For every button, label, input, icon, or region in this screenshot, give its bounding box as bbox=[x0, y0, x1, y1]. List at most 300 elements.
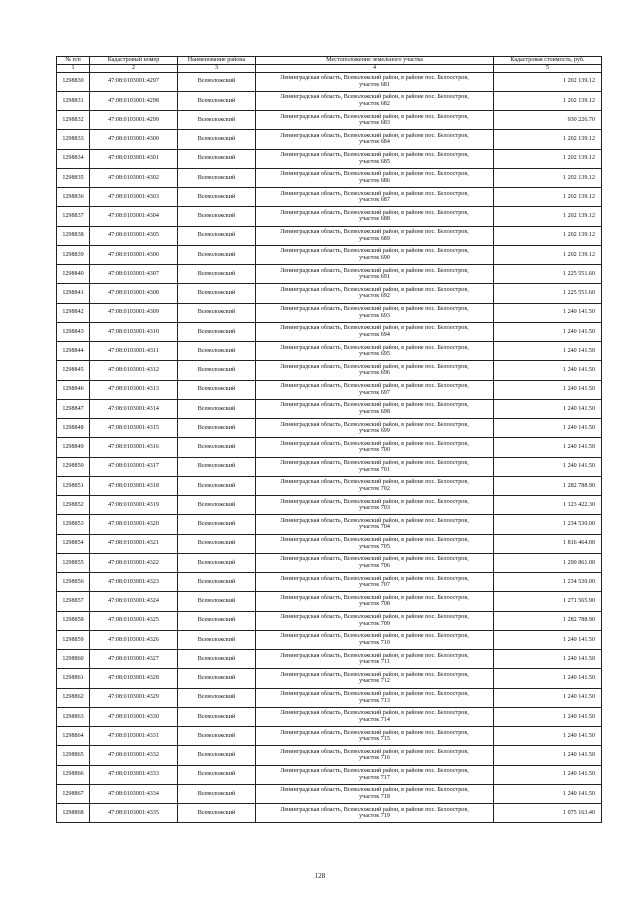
district-name: Всеволожский bbox=[178, 245, 256, 264]
location-text: Ленинградская область, Всеволожский район, в районе пос. Белоостров, bbox=[280, 729, 469, 736]
location-cell bbox=[256, 130, 494, 149]
row-number: 1298840 bbox=[57, 265, 90, 284]
header-district: Наименование района bbox=[178, 57, 256, 65]
location-cell bbox=[256, 534, 494, 553]
table-row bbox=[57, 630, 602, 649]
location-text: Ленинградская область, Всеволожский район, в районе пос. Белоостров, bbox=[280, 710, 469, 717]
cadastral-value: 1 234 530.00 bbox=[494, 515, 602, 534]
plot-label: участок 714 bbox=[359, 716, 390, 723]
location-cell bbox=[256, 111, 494, 130]
row-number: 1298861 bbox=[57, 669, 90, 688]
plot-label: участок 709 bbox=[359, 620, 390, 627]
column-number: 5 bbox=[494, 65, 602, 73]
table-row bbox=[57, 399, 602, 418]
row-number: 1298859 bbox=[57, 630, 90, 649]
cadastral-value: 1 271 565.90 bbox=[494, 592, 602, 611]
location-text: Ленинградская область, Всеволожский район, в районе пос. Белоостров, bbox=[280, 75, 469, 82]
table-row bbox=[57, 265, 602, 284]
location-text: Ленинградская область, Всеволожский район, в районе пос. Белоостров, bbox=[280, 209, 469, 216]
row-number: 1298853 bbox=[57, 515, 90, 534]
plot-label: участок 681 bbox=[359, 81, 390, 88]
cadastral-value: 1 225 551.60 bbox=[494, 284, 602, 303]
plot-label: участок 713 bbox=[359, 697, 390, 704]
table-row bbox=[57, 72, 602, 91]
plot-label: участок 700 bbox=[359, 447, 390, 454]
location-text: Ленинградская область, Всеволожский район, в районе пос. Белоостров, bbox=[280, 440, 469, 447]
table-body bbox=[57, 72, 602, 823]
cadastral-value: 1 123 422.30 bbox=[494, 496, 602, 515]
cadastral-number: 47:08:0103001:4314 bbox=[90, 399, 178, 418]
cadastral-number: 47:08:0103001:4307 bbox=[90, 265, 178, 284]
table-row bbox=[57, 476, 602, 495]
district-name: Всеволожский bbox=[178, 419, 256, 438]
row-number: 1298835 bbox=[57, 168, 90, 187]
district-name: Всеволожский bbox=[178, 592, 256, 611]
location-text: Ленинградская область, Всеволожский район, в районе пос. Белоостров, bbox=[280, 806, 469, 813]
table-row bbox=[57, 130, 602, 149]
plot-label: участок 710 bbox=[359, 639, 390, 646]
district-name: Всеволожский bbox=[178, 322, 256, 341]
row-number: 1298868 bbox=[57, 804, 90, 823]
row-number: 1298842 bbox=[57, 303, 90, 322]
plot-label: участок 689 bbox=[359, 235, 390, 242]
location-text: Ленинградская область, Всеволожский район, в районе пос. Белоостров, bbox=[280, 748, 469, 755]
cadastral-number: 47:08:0103001:4306 bbox=[90, 245, 178, 264]
location-text: Ленинградская область, Всеволожский район, в районе пос. Белоостров, bbox=[280, 383, 469, 390]
plot-label: участок 716 bbox=[359, 755, 390, 762]
location-text: Ленинградская область, Всеволожский район, в районе пос. Белоостров, bbox=[280, 614, 469, 621]
cadastral-value: 1 202 139.12 bbox=[494, 91, 602, 110]
plot-label: участок 688 bbox=[359, 216, 390, 223]
plot-label: участок 683 bbox=[359, 120, 390, 127]
row-number: 1298830 bbox=[57, 72, 90, 91]
cadastral-number: 47:08:0103001:4321 bbox=[90, 534, 178, 553]
table-row bbox=[57, 457, 602, 476]
table-row bbox=[57, 188, 602, 207]
location-text: Ленинградская область, Всеволожский район, в районе пос. Белоостров, bbox=[280, 306, 469, 313]
cadastral-number: 47:08:0103001:4302 bbox=[90, 168, 178, 187]
location-text: Ленинградская область, Всеволожский район, в районе пос. Белоостров, bbox=[280, 363, 469, 370]
plot-label: участок 701 bbox=[359, 466, 390, 473]
row-number: 1298851 bbox=[57, 476, 90, 495]
location-cell bbox=[256, 91, 494, 110]
location-cell bbox=[256, 188, 494, 207]
cadastral-value: 1 240 141.50 bbox=[494, 342, 602, 361]
location-cell bbox=[256, 380, 494, 399]
location-text: Ленинградская область, Всеволожский район, в районе пос. Белоостров, bbox=[280, 325, 469, 332]
row-number: 1298841 bbox=[57, 284, 90, 303]
cadastral-number: 47:08:0103001:4315 bbox=[90, 419, 178, 438]
location-text: Ленинградская область, Всеволожский район, в районе пос. Белоостров, bbox=[280, 248, 469, 255]
table-row bbox=[57, 284, 602, 303]
cadastral-value: 1 202 139.12 bbox=[494, 207, 602, 226]
cadastral-value: 1 282 788.90 bbox=[494, 476, 602, 495]
district-name: Всеволожский bbox=[178, 496, 256, 515]
header-cadastral-value: Кадастровая стоимость, руб. bbox=[494, 57, 602, 65]
location-cell bbox=[256, 746, 494, 765]
table-row bbox=[57, 707, 602, 726]
row-number: 1298862 bbox=[57, 688, 90, 707]
cadastral-number: 47:08:0103001:4335 bbox=[90, 804, 178, 823]
cadastral-number: 47:08:0103001:4331 bbox=[90, 727, 178, 746]
cadastral-value: 1 202 139.12 bbox=[494, 130, 602, 149]
cadastral-number: 47:08:0103001:4322 bbox=[90, 553, 178, 572]
row-number: 1298858 bbox=[57, 611, 90, 630]
location-text: Ленинградская область, Всеволожский район, в районе пос. Белоостров, bbox=[280, 556, 469, 563]
location-text: Ленинградская область, Всеволожский район, в районе пос. Белоостров, bbox=[280, 94, 469, 101]
cadastral-value-table bbox=[56, 56, 602, 823]
location-cell bbox=[256, 265, 494, 284]
location-text: Ленинградская область, Всеволожский район, в районе пос. Белоостров, bbox=[280, 190, 469, 197]
district-name: Всеволожский bbox=[178, 438, 256, 457]
cadastral-number: 47:08:0103001:4324 bbox=[90, 592, 178, 611]
location-cell bbox=[256, 611, 494, 630]
cadastral-value: 1 202 139.12 bbox=[494, 149, 602, 168]
district-name: Всеволожский bbox=[178, 688, 256, 707]
location-text: Ленинградская область, Всеволожский район, в районе пос. Белоостров, bbox=[280, 344, 469, 351]
location-text: Ленинградская область, Всеволожский район, в районе пос. Белоостров, bbox=[280, 479, 469, 486]
plot-label: участок 699 bbox=[359, 428, 390, 435]
district-name: Всеволожский bbox=[178, 707, 256, 726]
location-cell bbox=[256, 765, 494, 784]
location-text: Ленинградская область, Всеволожский район, в районе пос. Белоостров, bbox=[280, 633, 469, 640]
location-cell bbox=[256, 284, 494, 303]
location-cell bbox=[256, 168, 494, 187]
cadastral-number: 47:08:0103001:4299 bbox=[90, 111, 178, 130]
plot-label: участок 712 bbox=[359, 678, 390, 685]
district-name: Всеволожский bbox=[178, 284, 256, 303]
table-row bbox=[57, 765, 602, 784]
table-row bbox=[57, 611, 602, 630]
cadastral-value: 1 240 141.50 bbox=[494, 765, 602, 784]
column-number: 1 bbox=[57, 65, 90, 73]
district-name: Всеволожский bbox=[178, 149, 256, 168]
cadastral-number: 47:08:0103001:4297 bbox=[90, 72, 178, 91]
district-name: Всеволожский bbox=[178, 746, 256, 765]
district-name: Всеволожский bbox=[178, 111, 256, 130]
location-cell bbox=[256, 707, 494, 726]
cadastral-number: 47:08:0103001:4334 bbox=[90, 784, 178, 803]
location-cell bbox=[256, 207, 494, 226]
cadastral-value: 1 240 141.50 bbox=[494, 399, 602, 418]
row-number: 1298863 bbox=[57, 707, 90, 726]
table-row bbox=[57, 245, 602, 264]
table-row bbox=[57, 361, 602, 380]
location-text: Ленинградская область, Всеволожский район, в районе пос. Белоостров, bbox=[280, 229, 469, 236]
table-row bbox=[57, 111, 602, 130]
cadastral-value: 1 240 141.50 bbox=[494, 380, 602, 399]
location-cell bbox=[256, 361, 494, 380]
location-cell bbox=[256, 573, 494, 592]
cadastral-number: 47:08:0103001:4332 bbox=[90, 746, 178, 765]
table-row bbox=[57, 650, 602, 669]
cadastral-number: 47:08:0103001:4303 bbox=[90, 188, 178, 207]
row-number: 1298848 bbox=[57, 419, 90, 438]
cadastral-number: 47:08:0103001:4327 bbox=[90, 650, 178, 669]
cadastral-value: 1 240 141.50 bbox=[494, 630, 602, 649]
cadastral-value: 1 282 788.90 bbox=[494, 611, 602, 630]
location-cell bbox=[256, 784, 494, 803]
row-number: 1298856 bbox=[57, 573, 90, 592]
location-cell bbox=[256, 592, 494, 611]
location-text: Ленинградская область, Всеволожский район, в районе пос. Белоостров, bbox=[280, 787, 469, 794]
location-text: Ленинградская область, Всеволожский район, в районе пос. Белоостров, bbox=[280, 171, 469, 178]
cadastral-value: 1 240 141.50 bbox=[494, 457, 602, 476]
location-text: Ленинградская область, Всеволожский район, в районе пос. Белоостров, bbox=[280, 691, 469, 698]
district-name: Всеволожский bbox=[178, 303, 256, 322]
plot-label: участок 706 bbox=[359, 562, 390, 569]
row-number: 1298850 bbox=[57, 457, 90, 476]
district-name: Всеволожский bbox=[178, 168, 256, 187]
cadastral-value: 1 234 530.00 bbox=[494, 573, 602, 592]
row-number: 1298845 bbox=[57, 361, 90, 380]
cadastral-number: 47:08:0103001:4313 bbox=[90, 380, 178, 399]
row-number: 1298865 bbox=[57, 746, 90, 765]
location-cell bbox=[256, 438, 494, 457]
district-name: Всеволожский bbox=[178, 399, 256, 418]
cadastral-number: 47:08:0103001:4325 bbox=[90, 611, 178, 630]
cadastral-value: 1 202 139.12 bbox=[494, 245, 602, 264]
row-number: 1298846 bbox=[57, 380, 90, 399]
district-name: Всеволожский bbox=[178, 207, 256, 226]
row-number: 1298847 bbox=[57, 399, 90, 418]
table-row bbox=[57, 746, 602, 765]
district-name: Всеволожский bbox=[178, 534, 256, 553]
cadastral-value: 1 240 141.50 bbox=[494, 746, 602, 765]
plot-label: участок 704 bbox=[359, 524, 390, 531]
row-number: 1298860 bbox=[57, 650, 90, 669]
column-number-row bbox=[57, 65, 602, 73]
district-name: Всеволожский bbox=[178, 476, 256, 495]
table-row bbox=[57, 496, 602, 515]
table-row bbox=[57, 553, 602, 572]
location-cell bbox=[256, 630, 494, 649]
table-row bbox=[57, 226, 602, 245]
table-row bbox=[57, 515, 602, 534]
column-number: 2 bbox=[90, 65, 178, 73]
district-name: Всеволожский bbox=[178, 727, 256, 746]
cadastral-number: 47:08:0103001:4312 bbox=[90, 361, 178, 380]
cadastral-value: 1 240 141.50 bbox=[494, 707, 602, 726]
plot-label: участок 686 bbox=[359, 177, 390, 184]
district-name: Всеволожский bbox=[178, 515, 256, 534]
plot-label: участок 715 bbox=[359, 736, 390, 743]
plot-label: участок 694 bbox=[359, 331, 390, 338]
document-page bbox=[56, 56, 601, 823]
table-row bbox=[57, 380, 602, 399]
table-row bbox=[57, 784, 602, 803]
cadastral-value: 1 240 141.50 bbox=[494, 438, 602, 457]
location-text: Ленинградская область, Всеволожский район, в районе пос. Белоостров, bbox=[280, 286, 469, 293]
cadastral-number: 47:08:0103001:4317 bbox=[90, 457, 178, 476]
location-cell bbox=[256, 476, 494, 495]
row-number: 1298857 bbox=[57, 592, 90, 611]
district-name: Всеволожский bbox=[178, 130, 256, 149]
plot-label: участок 703 bbox=[359, 505, 390, 512]
cadastral-number: 47:08:0103001:4298 bbox=[90, 91, 178, 110]
cadastral-value: 1 202 139.12 bbox=[494, 188, 602, 207]
table-row bbox=[57, 149, 602, 168]
district-name: Всеволожский bbox=[178, 226, 256, 245]
location-text: Ленинградская область, Всеволожский район, в районе пос. Белоостров, bbox=[280, 652, 469, 659]
row-number: 1298866 bbox=[57, 765, 90, 784]
location-text: Ленинградская область, Всеволожский район, в районе пос. Белоостров, bbox=[280, 498, 469, 505]
row-number: 1298834 bbox=[57, 149, 90, 168]
location-text: Ленинградская область, Всеволожский район, в районе пос. Белоостров, bbox=[280, 537, 469, 544]
plot-label: участок 696 bbox=[359, 370, 390, 377]
table-row bbox=[57, 592, 602, 611]
plot-label: участок 684 bbox=[359, 139, 390, 146]
table-row bbox=[57, 534, 602, 553]
header-number: № п/п bbox=[57, 57, 90, 65]
cadastral-number: 47:08:0103001:4301 bbox=[90, 149, 178, 168]
table-row bbox=[57, 727, 602, 746]
cadastral-value: 1 202 139.12 bbox=[494, 72, 602, 91]
plot-label: участок 695 bbox=[359, 351, 390, 358]
location-text: Ленинградская область, Всеволожский район, в районе пос. Белоостров, bbox=[280, 768, 469, 775]
location-cell bbox=[256, 727, 494, 746]
page-number: 128 bbox=[314, 872, 326, 880]
location-text: Ленинградская область, Всеволожский район, в районе пос. Белоостров, bbox=[280, 575, 469, 582]
plot-label: участок 719 bbox=[359, 813, 390, 820]
row-number: 1298838 bbox=[57, 226, 90, 245]
cadastral-value: 1 240 141.50 bbox=[494, 784, 602, 803]
row-number: 1298852 bbox=[57, 496, 90, 515]
cadastral-value: 1 240 141.50 bbox=[494, 322, 602, 341]
district-name: Всеволожский bbox=[178, 457, 256, 476]
district-name: Всеволожский bbox=[178, 188, 256, 207]
location-cell bbox=[256, 553, 494, 572]
row-number: 1298833 bbox=[57, 130, 90, 149]
location-text: Ленинградская область, Всеволожский район, в районе пос. Белоостров, bbox=[280, 152, 469, 159]
district-name: Всеволожский bbox=[178, 265, 256, 284]
cadastral-number: 47:08:0103001:4323 bbox=[90, 573, 178, 592]
header-cadastral-number: Кадастровый номер bbox=[90, 57, 178, 65]
cadastral-value: 1 240 141.50 bbox=[494, 727, 602, 746]
district-name: Всеволожский bbox=[178, 553, 256, 572]
location-cell bbox=[256, 496, 494, 515]
row-number: 1298836 bbox=[57, 188, 90, 207]
row-number: 1298832 bbox=[57, 111, 90, 130]
location-cell bbox=[256, 804, 494, 823]
district-name: Всеволожский bbox=[178, 765, 256, 784]
location-cell bbox=[256, 322, 494, 341]
column-number: 4 bbox=[256, 65, 494, 73]
location-text: Ленинградская область, Всеволожский район, в районе пос. Белоостров, bbox=[280, 671, 469, 678]
plot-label: участок 693 bbox=[359, 312, 390, 319]
location-text: Ленинградская область, Всеволожский район, в районе пос. Белоостров, bbox=[280, 460, 469, 467]
location-text: Ленинградская область, Всеволожский район, в районе пос. Белоостров, bbox=[280, 594, 469, 601]
location-cell bbox=[256, 419, 494, 438]
table-row bbox=[57, 168, 602, 187]
table-row bbox=[57, 438, 602, 457]
cadastral-number: 47:08:0103001:4333 bbox=[90, 765, 178, 784]
location-cell bbox=[256, 669, 494, 688]
table-row bbox=[57, 91, 602, 110]
row-number: 1298854 bbox=[57, 534, 90, 553]
location-cell bbox=[256, 303, 494, 322]
row-number: 1298864 bbox=[57, 727, 90, 746]
table-row bbox=[57, 322, 602, 341]
cadastral-number: 47:08:0103001:4330 bbox=[90, 707, 178, 726]
cadastral-number: 47:08:0103001:4310 bbox=[90, 322, 178, 341]
plot-label: участок 685 bbox=[359, 158, 390, 165]
plot-label: участок 690 bbox=[359, 254, 390, 261]
cadastral-value: 1 202 139.12 bbox=[494, 226, 602, 245]
table-row bbox=[57, 688, 602, 707]
row-number: 1298831 bbox=[57, 91, 90, 110]
location-text: Ленинградская область, Всеволожский район, в районе пос. Белоостров, bbox=[280, 132, 469, 139]
plot-label: участок 702 bbox=[359, 485, 390, 492]
location-cell bbox=[256, 72, 494, 91]
row-number: 1298849 bbox=[57, 438, 90, 457]
table-row bbox=[57, 419, 602, 438]
location-cell bbox=[256, 149, 494, 168]
plot-label: участок 692 bbox=[359, 293, 390, 300]
cadastral-value: 1 075 163.40 bbox=[494, 804, 602, 823]
plot-label: участок 707 bbox=[359, 582, 390, 589]
location-text: Ленинградская область, Всеволожский район, в районе пос. Белоостров, bbox=[280, 517, 469, 524]
location-cell bbox=[256, 226, 494, 245]
cadastral-value: 1 240 141.50 bbox=[494, 688, 602, 707]
district-name: Всеволожский bbox=[178, 669, 256, 688]
table-row bbox=[57, 573, 602, 592]
plot-label: участок 682 bbox=[359, 100, 390, 107]
district-name: Всеволожский bbox=[178, 72, 256, 91]
location-cell bbox=[256, 245, 494, 264]
location-cell bbox=[256, 515, 494, 534]
cadastral-number: 47:08:0103001:4300 bbox=[90, 130, 178, 149]
row-number: 1298867 bbox=[57, 784, 90, 803]
plot-label: участок 718 bbox=[359, 793, 390, 800]
cadastral-value: 1 202 139.12 bbox=[494, 168, 602, 187]
row-number: 1298844 bbox=[57, 342, 90, 361]
location-text: Ленинградская область, Всеволожский район, в районе пос. Белоостров, bbox=[280, 267, 469, 274]
cadastral-number: 47:08:0103001:4318 bbox=[90, 476, 178, 495]
header-row bbox=[57, 57, 602, 65]
district-name: Всеволожский bbox=[178, 91, 256, 110]
row-number: 1298855 bbox=[57, 553, 90, 572]
location-text: Ленинградская область, Всеволожский район, в районе пос. Белоостров, bbox=[280, 113, 469, 120]
location-cell bbox=[256, 342, 494, 361]
cadastral-number: 47:08:0103001:4311 bbox=[90, 342, 178, 361]
header-location: Местоположение земельного участка bbox=[256, 57, 494, 65]
column-number: 3 bbox=[178, 65, 256, 73]
cadastral-value: 1 816 464.00 bbox=[494, 534, 602, 553]
cadastral-number: 47:08:0103001:4308 bbox=[90, 284, 178, 303]
cadastral-number: 47:08:0103001:4320 bbox=[90, 515, 178, 534]
location-cell bbox=[256, 688, 494, 707]
cadastral-value: 1 240 141.50 bbox=[494, 419, 602, 438]
plot-label: участок 698 bbox=[359, 408, 390, 415]
plot-label: участок 717 bbox=[359, 774, 390, 781]
location-cell bbox=[256, 457, 494, 476]
plot-label: участок 687 bbox=[359, 197, 390, 204]
cadastral-value: 1 225 551.60 bbox=[494, 265, 602, 284]
cadastral-value: 1 240 141.50 bbox=[494, 361, 602, 380]
district-name: Всеволожский bbox=[178, 380, 256, 399]
row-number: 1298839 bbox=[57, 245, 90, 264]
cadastral-value: 930 226.70 bbox=[494, 111, 602, 130]
district-name: Всеволожский bbox=[178, 630, 256, 649]
table-row bbox=[57, 303, 602, 322]
table-row bbox=[57, 207, 602, 226]
plot-label: участок 691 bbox=[359, 274, 390, 281]
row-number: 1298837 bbox=[57, 207, 90, 226]
location-text: Ленинградская область, Всеволожский район, в районе пос. Белоостров, bbox=[280, 421, 469, 428]
plot-label: участок 711 bbox=[359, 659, 390, 666]
cadastral-value: 1 240 141.50 bbox=[494, 303, 602, 322]
